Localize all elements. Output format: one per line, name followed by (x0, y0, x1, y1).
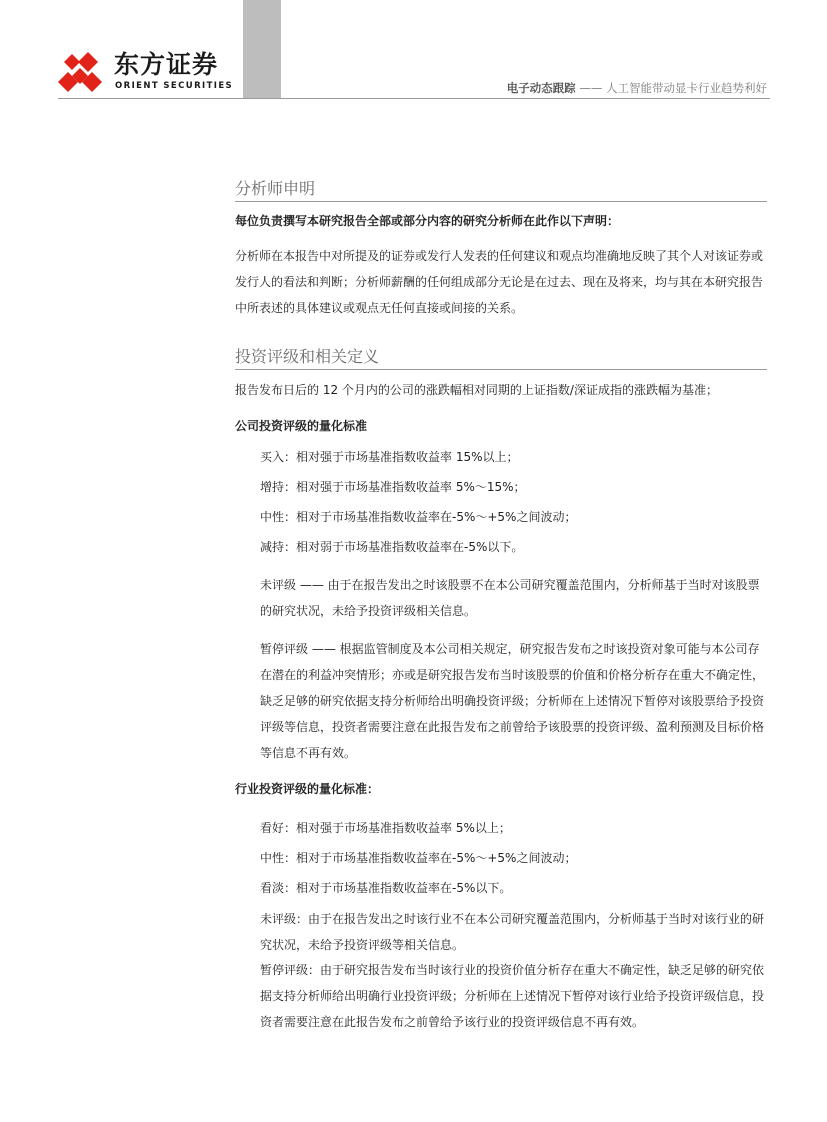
industry-rating-heading: 行业投资评级的量化标准： (235, 782, 380, 796)
analyst-body: 分析师在本报告中对所提及的证券或发行人发表的任何建议和观点均准确地反映了其个人对该证券或发行人的看法和判断；分析师薪酬的任何组成部分无论是在过去、现在及将来，均与其在本研究报告中所表述的具体建议或观点无任何直接或间接的关系。 (235, 249, 764, 315)
company-rating-suspended: 暂停评级 —— 根据监管制度及本公司相关规定，研究报告发布之时该投资对象可能与本公司存在潜在的利益冲突情形；亦或是研究报告发布当时该股票的价值和价格分析存在重大不确定性，缺乏足够的研究依据支持分析师给出明确投资评级；分析师在上述情况下暂停对该股票给予投资评级等信息，投资者需要注意在此报告发布之前曾给予该股票的投资评级、盈利预测及目标价格等信息不再有效。 (260, 642, 765, 760)
report-title: 人工智能带动显卡行业趋势利好 (606, 81, 767, 95)
header-rule (58, 98, 770, 99)
industry-rating-positive: 看好：相对强于市场基准指数收益率 5%以上； (260, 821, 511, 835)
company-logo (58, 50, 234, 94)
logo-english-name: ORIENT SECURITIES (115, 81, 234, 91)
company-rating-buy: 买入：相对强于市场基准指数收益率 15%以上； (260, 450, 519, 464)
header-separator: —— (579, 81, 603, 95)
company-rating-overweight: 增持：相对强于市场基准指数收益率 5%～15%； (260, 480, 526, 494)
company-rating-heading: 公司投资评级的量化标准 (235, 419, 368, 433)
running-header (507, 80, 767, 96)
header-gray-tab (243, 0, 281, 98)
analyst-lead: 每位负责撰写本研究报告全部或部分内容的研究分析师在此作以下声明： (235, 214, 620, 228)
rating-intro: 报告发布日后的 12 个月内的公司的涨跌幅相对同期的上证指数/深证成指的涨跌幅为基准； (235, 383, 718, 397)
industry-rating-suspended: 暂停评级：由于研究报告发布当时该行业的投资价值分析存在重大不确定性，缺乏足够的研究依据支持分析师给出明确行业投资评级；分析师在上述情况下暂停对该行业给予投资评级信息，投资者需要注意在此报告发布之前曾给予该行业的投资评级信息不再有效。 (260, 963, 765, 1029)
rating-section-title: 投资评级和相关定义 (235, 347, 767, 370)
industry-rating-neutral: 中性：相对于市场基准指数收益率在-5%～+5%之间波动； (260, 851, 577, 865)
logo-mark-icon (58, 50, 108, 94)
analyst-section-title: 分析师申明 (235, 179, 767, 202)
company-rating-unrated: 未评级 —— 由于在报告发出之时该股票不在本公司研究覆盖范围内，分析师基于当时对该股票的研究状况，未给予投资评级相关信息。 (260, 578, 760, 618)
report-type: 电子动态跟踪 (506, 81, 576, 95)
company-rating-underweight: 减持：相对弱于市场基准指数收益率在-5%以下。 (260, 540, 524, 554)
industry-rating-negative: 看淡：相对于市场基准指数收益率在-5%以下。 (260, 881, 512, 895)
logo-chinese-name: 东方证券 (114, 50, 219, 79)
company-rating-neutral: 中性：相对于市场基准指数收益率在-5%～+5%之间波动； (260, 510, 577, 524)
industry-rating-unrated: 未评级：由于在报告发出之时该行业不在本公司研究覆盖范围内，分析师基于当时对该行业的研究状况，未给予投资评级等相关信息。 (260, 912, 765, 952)
